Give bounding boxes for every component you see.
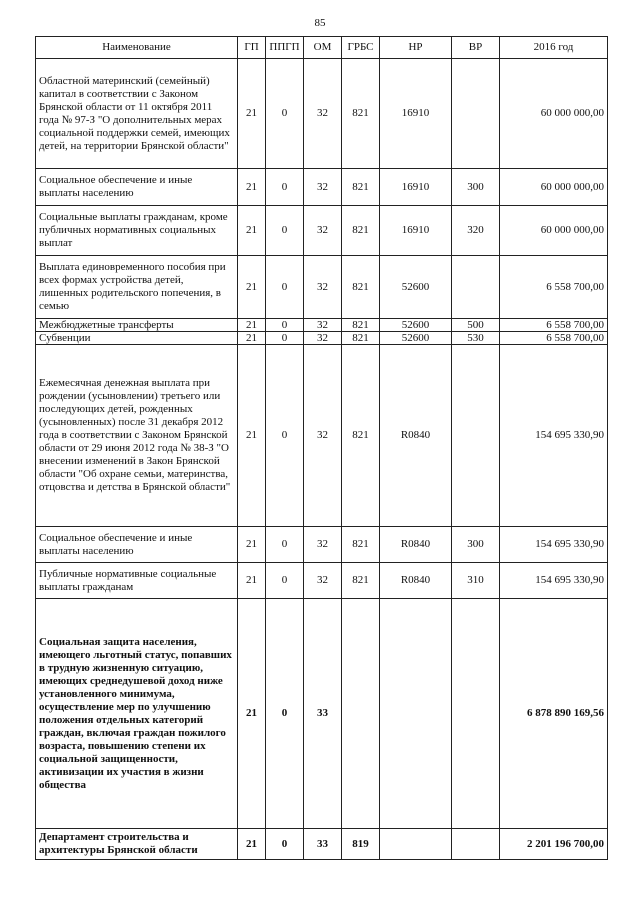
table-row [36, 527, 608, 563]
table-row [36, 59, 608, 169]
row-om: 32 [304, 319, 342, 332]
row-gp: 21 [238, 527, 266, 563]
row-amount: 6 558 700,00 [500, 319, 608, 332]
row-nr: 52600 [380, 319, 452, 332]
row-gp: 21 [238, 169, 266, 206]
row-ppgp: 0 [266, 345, 304, 527]
row-nr [380, 829, 452, 860]
row-ppgp: 0 [266, 59, 304, 169]
row-amount: 6 558 700,00 [500, 332, 608, 345]
row-vr [452, 256, 500, 319]
header-gp: ГП [238, 37, 266, 59]
row-gp: 21 [238, 206, 266, 256]
row-grbs: 821 [342, 256, 380, 319]
budget-table [35, 36, 608, 860]
table-row [36, 319, 608, 332]
row-nr [380, 599, 452, 829]
row-name: Областной материнский (семейный) капитал в соответствии с Законом Брянской области от 11 октября 2011 года № 97-З "О дополнительных мерах социальной поддержки семей, имеющих детей, на территории Брянской области" [36, 59, 238, 169]
header-year: 2016 год [500, 37, 608, 59]
row-grbs: 821 [342, 169, 380, 206]
row-ppgp: 0 [266, 206, 304, 256]
row-om: 33 [304, 599, 342, 829]
row-amount: 6 558 700,00 [500, 256, 608, 319]
table-row [36, 345, 608, 527]
row-vr: 500 [452, 319, 500, 332]
row-gp: 21 [238, 59, 266, 169]
row-name: Ежемесячная денежная выплата при рождении (усыновлении) третьего или последующих детей, рожденных (усыновленных) после 31 декабря 2012 года в соответствии с Законом Брянской области от 29 июня 2012 года № 38-З "О внесении изменений в Закон Брянской области "Об охране семьи, материнства, отцовства и детства в Брянской области" [36, 345, 238, 527]
row-grbs: 819 [342, 829, 380, 860]
row-gp: 21 [238, 332, 266, 345]
row-ppgp: 0 [266, 527, 304, 563]
row-gp: 21 [238, 345, 266, 527]
page-number: 85 [314, 17, 326, 29]
row-name: Субвенции [36, 332, 238, 345]
row-ppgp: 0 [266, 332, 304, 345]
row-amount: 2 201 196 700,00 [500, 829, 608, 860]
row-vr: 320 [452, 206, 500, 256]
row-ppgp: 0 [266, 829, 304, 860]
row-name: Социальное обеспечение и иные выплаты населению [36, 169, 238, 206]
row-vr [452, 59, 500, 169]
row-om: 32 [304, 332, 342, 345]
table-row [36, 206, 608, 256]
header-nr: НР [380, 37, 452, 59]
row-name: Социальное обеспечение и иные выплаты населению [36, 527, 238, 563]
row-om: 32 [304, 345, 342, 527]
row-amount: 60 000 000,00 [500, 59, 608, 169]
row-nr: 16910 [380, 206, 452, 256]
row-nr: 52600 [380, 256, 452, 319]
row-name: Социальные выплаты гражданам, кроме публичных нормативных социальных выплат [36, 206, 238, 256]
row-ppgp: 0 [266, 563, 304, 599]
row-nr: 16910 [380, 59, 452, 169]
row-nr: 16910 [380, 169, 452, 206]
row-name: Социальная защита населения, имеющего льготный статус, попавших в трудную жизненную ситуацию, имеющих среднедушевой доход ниже установленного минимума, осуществление мер по улучшению положения отдельных категорий граждан, включая граждан пожилого возраста, повышению степени их социальной защищенности, активизации их участия в жизни общества [36, 599, 238, 829]
row-om: 32 [304, 527, 342, 563]
row-gp: 21 [238, 256, 266, 319]
table-row [36, 599, 608, 829]
row-gp: 21 [238, 319, 266, 332]
row-om: 33 [304, 829, 342, 860]
row-om: 32 [304, 256, 342, 319]
table-row [36, 563, 608, 599]
table-row [36, 829, 608, 860]
row-grbs: 821 [342, 59, 380, 169]
row-amount: 60 000 000,00 [500, 169, 608, 206]
row-amount: 60 000 000,00 [500, 206, 608, 256]
row-grbs: 821 [342, 527, 380, 563]
row-name: Выплата единовременного пособия при всех формах устройства детей, лишенных родительского попечения, в семью [36, 256, 238, 319]
row-amount: 154 695 330,90 [500, 563, 608, 599]
row-om: 32 [304, 59, 342, 169]
row-grbs: 821 [342, 563, 380, 599]
row-gp: 21 [238, 563, 266, 599]
header-name: Наименование [36, 37, 238, 59]
row-om: 32 [304, 563, 342, 599]
table-row [36, 169, 608, 206]
row-vr [452, 345, 500, 527]
row-amount: 154 695 330,90 [500, 527, 608, 563]
row-om: 32 [304, 169, 342, 206]
row-grbs: 821 [342, 345, 380, 527]
row-ppgp: 0 [266, 169, 304, 206]
row-vr: 530 [452, 332, 500, 345]
row-grbs: 821 [342, 319, 380, 332]
row-gp: 21 [238, 829, 266, 860]
row-ppgp: 0 [266, 599, 304, 829]
row-grbs [342, 599, 380, 829]
row-amount: 154 695 330,90 [500, 345, 608, 527]
row-vr: 300 [452, 169, 500, 206]
row-name: Межбюджетные трансферты [36, 319, 238, 332]
row-ppgp: 0 [266, 319, 304, 332]
row-grbs: 821 [342, 332, 380, 345]
header-vr: ВР [452, 37, 500, 59]
header-row [36, 37, 608, 59]
row-vr: 300 [452, 527, 500, 563]
row-grbs: 821 [342, 206, 380, 256]
header-ppgp: ППГП [266, 37, 304, 59]
row-vr [452, 829, 500, 860]
row-nr: R0840 [380, 527, 452, 563]
header-grbs: ГРБС [342, 37, 380, 59]
row-nr: 52600 [380, 332, 452, 345]
table-row [36, 332, 608, 345]
row-om: 32 [304, 206, 342, 256]
row-name: Публичные нормативные социальные выплаты гражданам [36, 563, 238, 599]
row-vr [452, 599, 500, 829]
row-name: Департамент строительства и архитектуры Брянской области [36, 829, 238, 860]
row-gp: 21 [238, 599, 266, 829]
row-ppgp: 0 [266, 256, 304, 319]
header-om: ОМ [304, 37, 342, 59]
row-nr: R0840 [380, 345, 452, 527]
table-row [36, 256, 608, 319]
row-vr: 310 [452, 563, 500, 599]
row-nr: R0840 [380, 563, 452, 599]
row-amount: 6 878 890 169,56 [500, 599, 608, 829]
